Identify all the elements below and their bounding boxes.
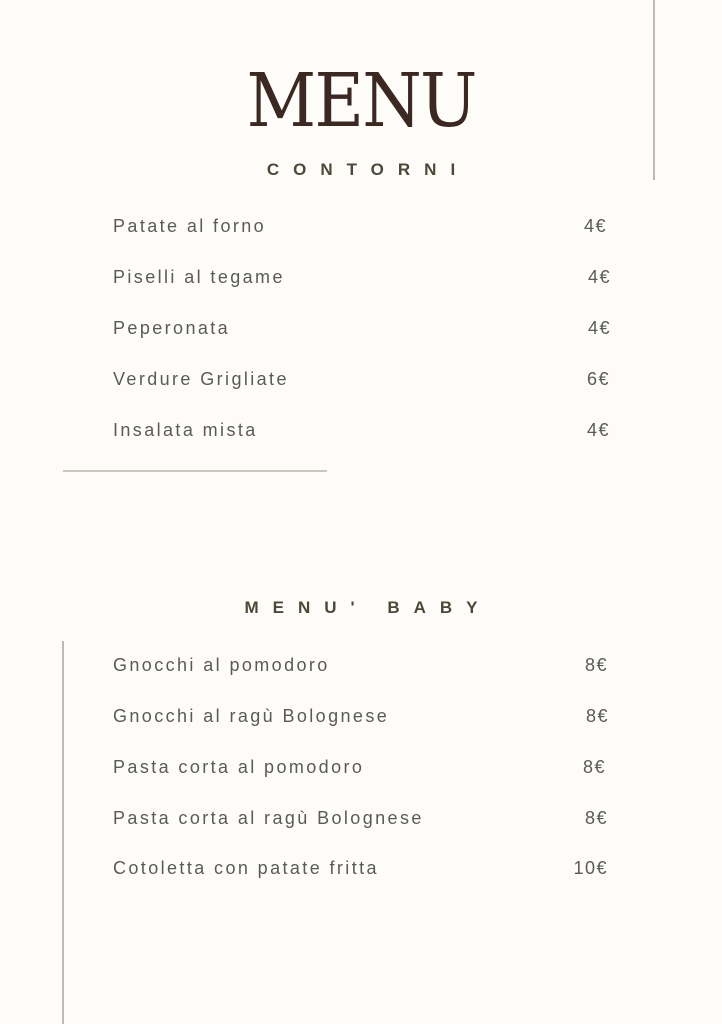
item-name: Gnocchi al pomodoro xyxy=(113,655,330,675)
item-name: Gnocchi al ragù Bolognese xyxy=(113,706,390,726)
menu-item xyxy=(113,216,613,242)
item-name: Peperonata xyxy=(113,318,231,338)
item-name: Patate al forno xyxy=(113,216,267,236)
menu-item xyxy=(113,757,613,783)
section-title-contorni: CONTORNI xyxy=(266,160,470,179)
menu-item xyxy=(113,420,613,446)
item-price: 4€ xyxy=(586,420,610,440)
item-price: 8€ xyxy=(585,706,609,726)
item-price: 8€ xyxy=(584,655,608,675)
item-name: Piselli al tegame xyxy=(113,267,285,287)
item-price: 8€ xyxy=(582,757,606,777)
item-price: 8€ xyxy=(584,808,608,828)
section-divider xyxy=(63,470,327,472)
item-price: 4€ xyxy=(587,318,611,338)
menu-item xyxy=(113,808,613,834)
item-name: Insalata mista xyxy=(113,420,258,440)
menu-item xyxy=(113,318,613,344)
section-title-menu-baby: MENU' BABY xyxy=(244,598,492,617)
menu-item xyxy=(113,655,613,681)
item-name: Cotoletta con patate fritta xyxy=(113,858,379,878)
item-name: Verdure Grigliate xyxy=(113,369,289,389)
item-price: 10€ xyxy=(573,858,608,878)
item-price: 4€ xyxy=(587,267,611,287)
menu-item xyxy=(113,858,613,884)
item-price: 4€ xyxy=(583,216,607,236)
item-name: Pasta corta al pomodoro xyxy=(113,757,365,777)
menu-item xyxy=(113,267,613,293)
decorative-vertical-line xyxy=(62,641,64,1024)
item-price: 6€ xyxy=(586,369,610,389)
item-name: Pasta corta al ragù Bolognese xyxy=(113,808,424,828)
menu-title: MENU xyxy=(246,58,476,144)
menu-item xyxy=(113,706,613,732)
menu-item xyxy=(113,369,613,395)
